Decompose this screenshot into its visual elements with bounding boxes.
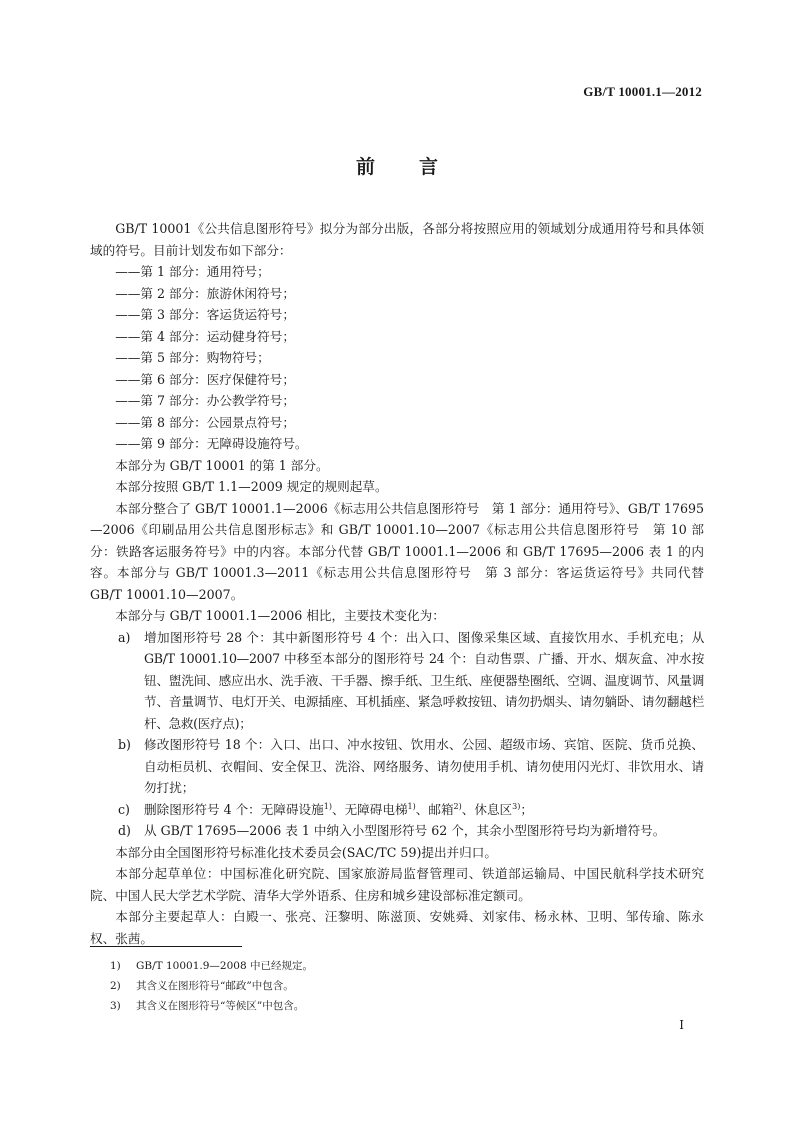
- list-item: ——第 6 部分：医疗保健符号；: [115, 371, 295, 387]
- list-item-text: 从 GB/T 17695—2006 表 1 中纳入小型图形符号 62 个，其余小型图形符号均为新增符号。: [144, 823, 666, 838]
- list-item: ——第 5 部分：购物符号；: [115, 350, 270, 365]
- list-item-text: 、邮箱: [415, 801, 454, 817]
- list-item: [90, 734, 704, 799]
- page-number: I: [679, 1018, 684, 1032]
- standard-code: GB/T 10001.1—2012: [583, 84, 702, 99]
- list-item: [90, 627, 704, 735]
- list-item-text: 、休息区: [461, 801, 513, 817]
- list-item-text: 修改图形符号 18 个：入口、出口、冲水按钮、饮用水、公园、超级市场、宾馆、医院、货币兑换、自动柜员机、衣帽间、安全保卫、洗浴、网络服务、请勿使用手机、请勿使用闪光灯、非饮用水、请勿打扰；: [144, 737, 704, 795]
- list-item: ——第 1 部分：通用符号；: [115, 264, 270, 279]
- list-item: ——第 4 部分：运动健身符号；: [115, 328, 295, 344]
- list-marker: a): [118, 629, 131, 645]
- list-item: ——第 7 部分：办公教学符号；: [115, 393, 295, 408]
- list-marker: b): [118, 737, 131, 752]
- list-marker: d): [118, 823, 131, 838]
- footnote-ref: 2): [453, 801, 462, 811]
- footnote-divider: [90, 946, 242, 947]
- list-item-text: 删除图形符号 4 个：无障碍设施: [144, 801, 324, 817]
- paragraph: 本部分起草单位：中国标准化研究院、国家旅游局监督管理司、铁道部运输局、中国民航科学技术研究院、中国人民大学艺术学院、清华大学外语系、住房和城乡建设部标准定额司。: [90, 866, 704, 903]
- footnote-ref: 1): [323, 801, 332, 811]
- footnote: [110, 956, 690, 976]
- list-item-text: 、无障碍电梯: [331, 801, 408, 817]
- footnote-ref: 3): [512, 801, 521, 811]
- parts-list: [90, 261, 704, 455]
- list-item: ——第 8 部分：公园景点符号；: [115, 414, 295, 430]
- footnote-number: 1): [110, 960, 121, 972]
- list-item: [90, 820, 704, 842]
- document-body: [90, 218, 704, 949]
- page-title: 前言: [355, 156, 482, 178]
- list-marker: c): [118, 801, 130, 817]
- list-item: ——第 2 部分：旅游休闲符号；: [115, 285, 295, 301]
- paragraph: 本部分与 GB/T 10001.1—2006 相比，主要技术变化为：: [115, 608, 445, 623]
- intro-paragraph: GB/T 10001《公共信息图形符号》拟分为部分出版，各部分将按照应用的领域划分成通用符号和具体领域的符号。目前计划发布如下部分：: [90, 221, 704, 258]
- paragraph: 本部分为 GB/T 10001 的第 1 部分。: [115, 457, 329, 473]
- footnote-text: GB/T 10001.9—2008 中已经规定。: [136, 960, 313, 972]
- footnote-number: 3): [110, 1000, 121, 1012]
- footnote: [110, 976, 690, 996]
- list-item: [90, 799, 704, 821]
- footnote-text: 其含义在图形符号“等候区”中包含。: [136, 1000, 305, 1012]
- paragraph: 本部分整合了 GB/T 10001.1—2006《标志用公共信息图形符号 第 1 部分：通用符号》、GB/T 17695—2006《印刷品用公共信息图形标志》和 GB/T 10001.10—2007《标志用公共信息图形符号 第 10 部分：铁路客运服务符号》中的内容。本部分代替 GB/T 10001.1—2006 和 GB/T 17695—2006 表 1 的内容。本部分与 GB/T 10001.3—2011《标志用公共信息图形符号 第 3 部分：客运货运符号》共同代替 GB/T 10001.10—2007。: [90, 500, 704, 602]
- list-item-text: 增加图形符号 28 个：其中新图形符号 4 个：出入口、图像采集区域、直接饮用水、手机充电；从 GB/T 10001.10—2007 中移至本部分的图形符号 24 个：自动售票、广播、开水、烟灰盒、冲水按钮、盥洗间、感应出水、洗手液、干手器、擦手纸、卫生纸、座便器垫圈纸、空调、温度调节、风量调节、音量调节、电灯开关、电源插座、耳机插座、紧急呼救按钮、请勿扔烟头、请勿躺卧、请勿翻越栏杆、急救(医疗点)；: [144, 629, 704, 731]
- footnote-text: 其含义在图形符号“邮政”中包含。: [136, 980, 294, 992]
- list-item-text: ；: [520, 801, 533, 817]
- footnote-number: 2): [110, 980, 121, 992]
- footnotes: [110, 956, 690, 1016]
- changes-list: [90, 627, 704, 842]
- footnote-ref: 1): [407, 801, 416, 811]
- footnote: [110, 996, 690, 1016]
- list-item: ——第 3 部分：客运货运符号；: [115, 307, 295, 322]
- paragraph: 本部分由全国图形符号标准化技术委员会(SAC/TC 59)提出并归口。: [115, 844, 497, 860]
- paragraph: 本部分主要起草人：白殿一、张亮、汪黎明、陈滋顶、安姚舜、刘家伟、杨永林、卫明、邹传瑜、陈永权、张茜。: [90, 909, 704, 946]
- paragraph: 本部分按照 GB/T 1.1—2009 规定的规则起草。: [115, 479, 388, 494]
- list-item: ——第 9 部分：无障碍设施符号。: [115, 436, 308, 451]
